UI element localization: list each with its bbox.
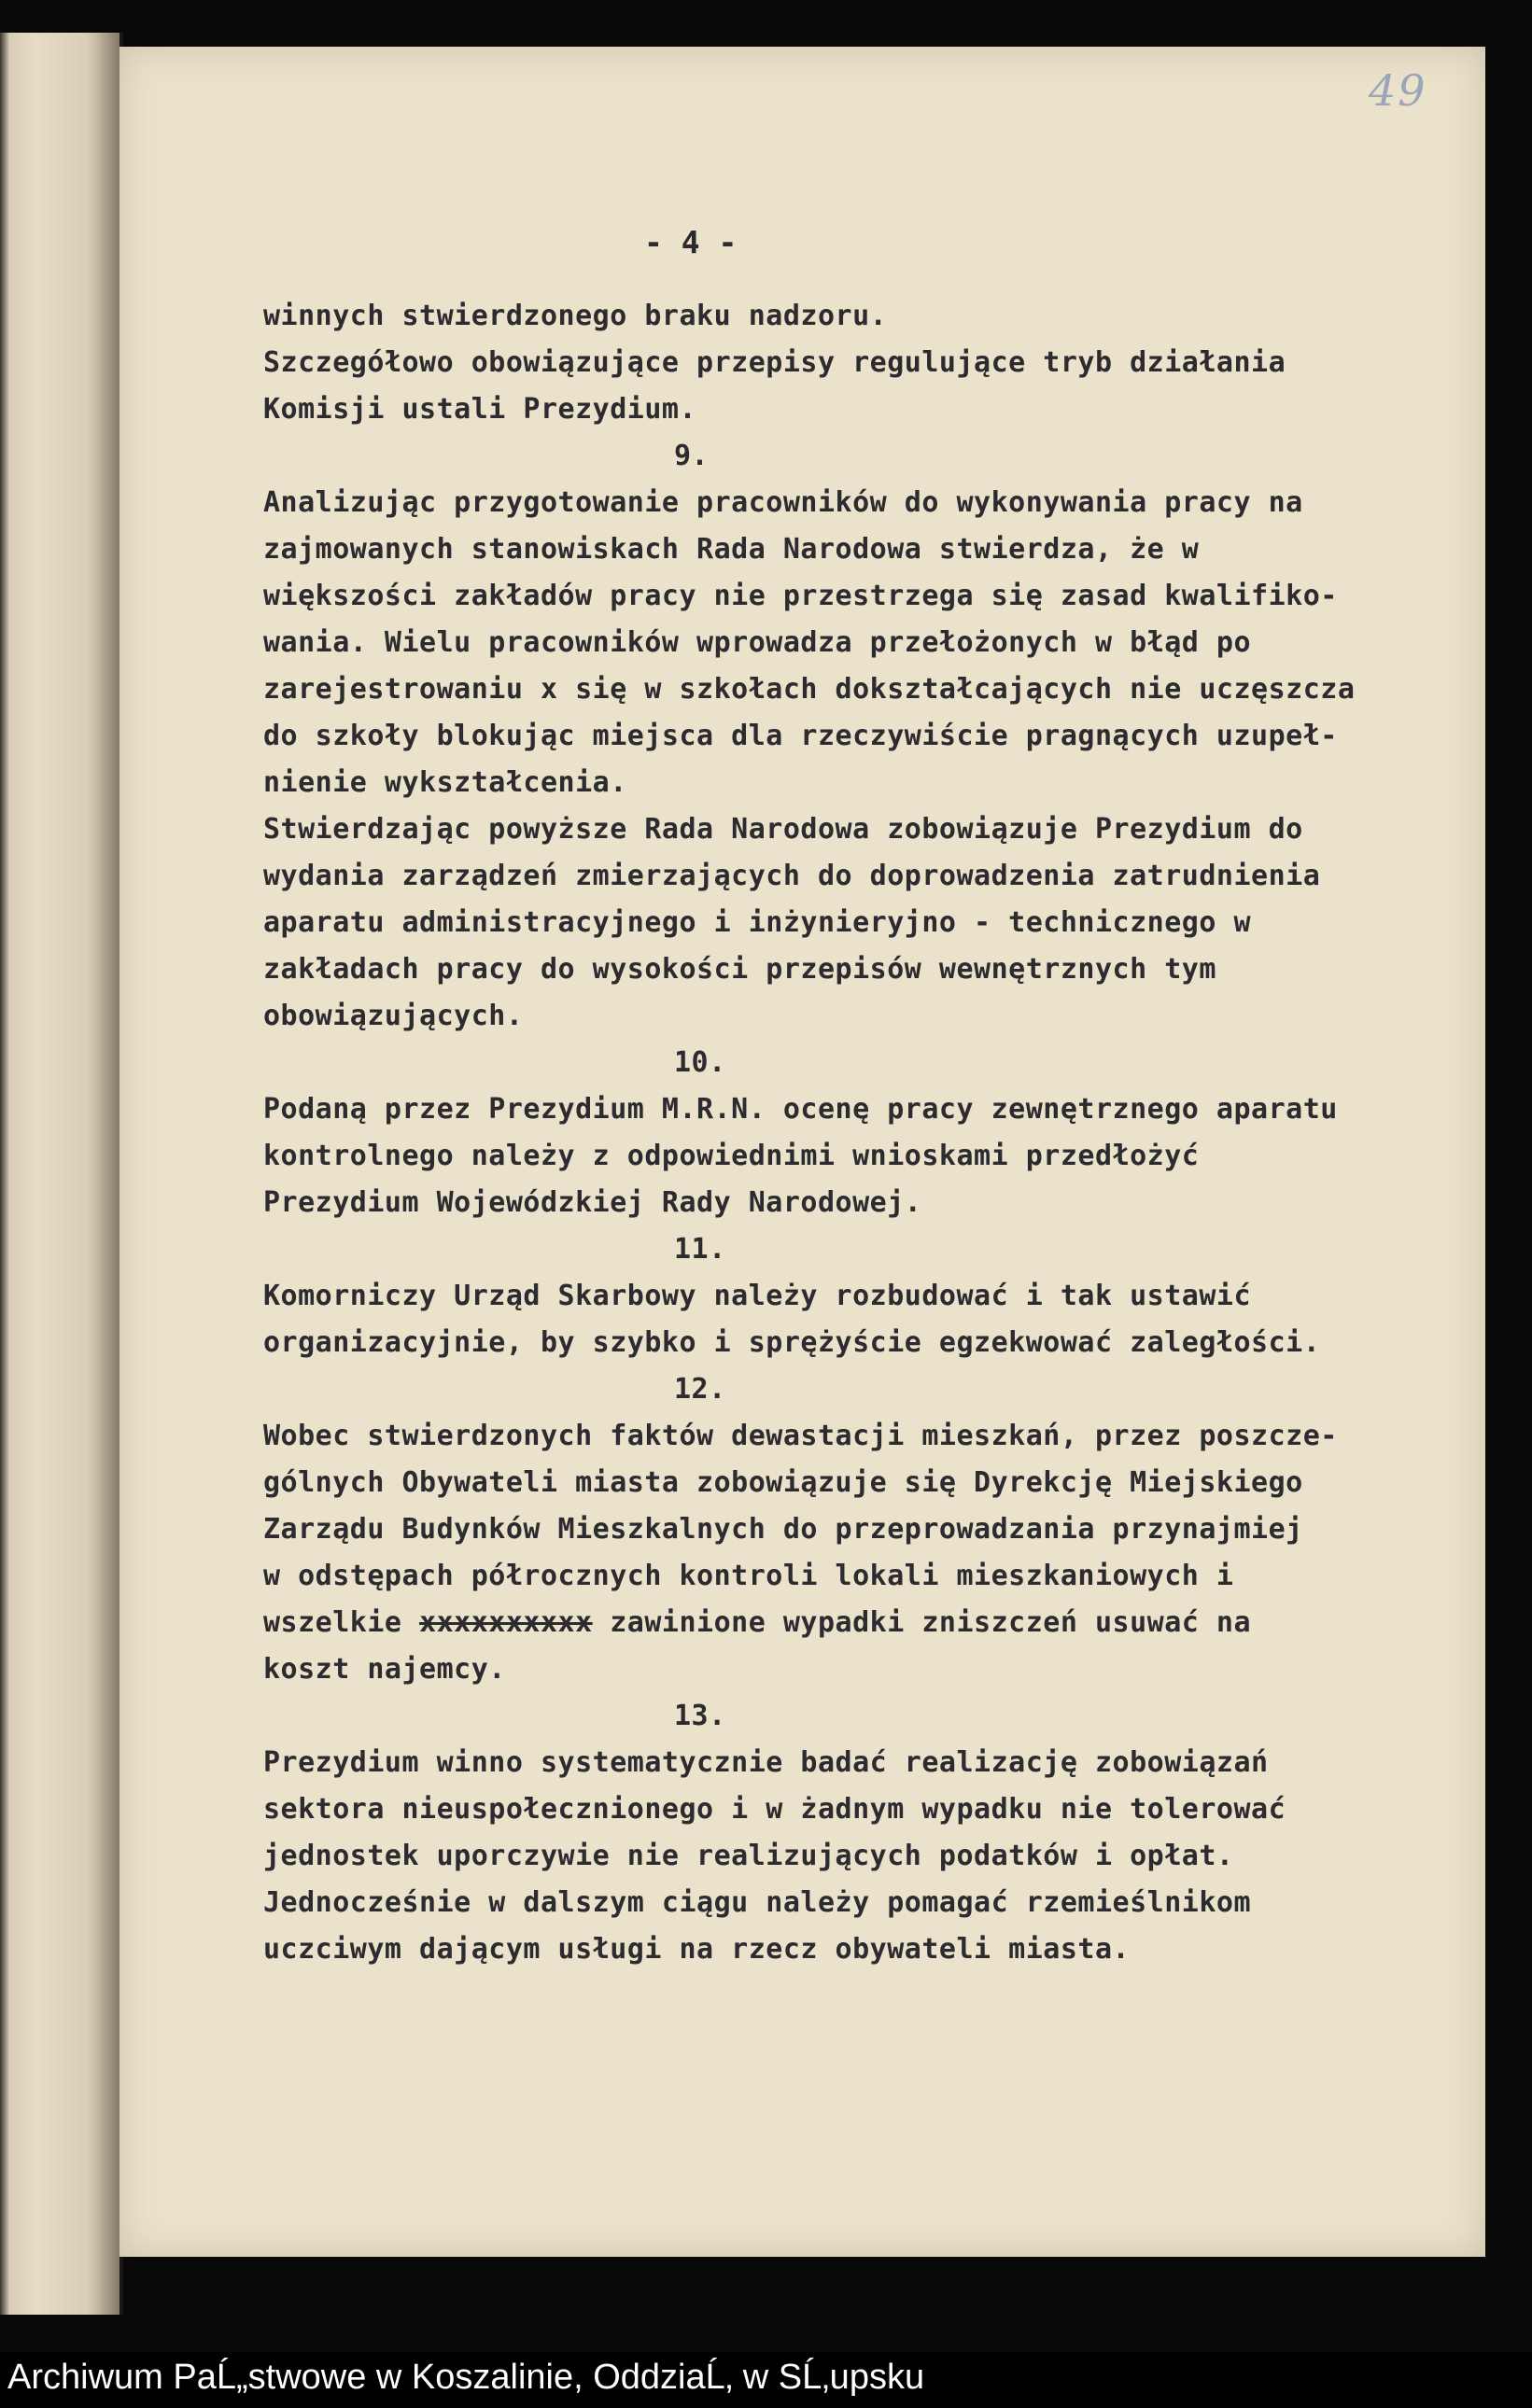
text-line: Komorniczy Urząd Skarbowy należy rozbudować i tak ustawić: [263, 1280, 1252, 1312]
text-line: koszt najemcy.: [263, 1653, 506, 1686]
text-line: wydania zarządzeń zmierzających do doprowadzenia zatrudnienia: [263, 860, 1321, 892]
text-line: Prezydium winno systematycznie badać realizację zobowiązań: [263, 1746, 1269, 1779]
text-line: zarejestrowaniu x się w szkołach dokształcających nie uczęszcza: [263, 673, 1356, 706]
document-body: [263, 293, 1496, 1973]
text-line: obowiązujących.: [263, 1000, 524, 1032]
text-line: Wobec stwierdzonych faktów dewastacji mieszkań, przez poszcze-: [263, 1420, 1338, 1452]
text-line: jednostek uporczywie nie realizujących podatków i opłat.: [263, 1840, 1234, 1872]
section-number: 9.: [674, 440, 710, 472]
text-line: gólnych Obywateli miasta zobowiązuje się Dyrekcję Miejskiego: [263, 1466, 1303, 1499]
section-number: 12.: [674, 1373, 726, 1406]
struck-out-text: xxxxxxxxxx: [419, 1606, 593, 1639]
text-fragment: wszelkie: [263, 1606, 402, 1639]
text-line: aparatu administracyjnego i inżynieryjno - technicznego w: [263, 906, 1252, 939]
text-line: Komisji ustali Prezydium.: [263, 393, 697, 426]
text-line: Stwierdzając powyższe Rada Narodowa zobowiązuje Prezydium do: [263, 813, 1303, 846]
text-line: większości zakładów pracy nie przestrzega się zasad kwalifiko-: [263, 580, 1338, 612]
text-line: Szczegółowo obowiązujące przepisy regulujące tryb działania: [263, 346, 1286, 379]
text-line: zakładach pracy do wysokości przepisów wewnętrznych tym: [263, 953, 1216, 986]
archive-caption: Archiwum PaĹ„stwowe w Koszalinie, OddziaĹ‚ w SĹ‚upsku: [7, 2358, 925, 2397]
text-line: organizacyjnie, by szybko i sprężyście egzekwować zaległości.: [263, 1326, 1321, 1359]
text-line: Analizując przygotowanie pracowników do wykonywania pracy na: [263, 486, 1303, 519]
binding-shadow: [86, 33, 123, 2315]
text-line: w odstępach półrocznych kontroli lokali mieszkaniowych i: [263, 1560, 1234, 1592]
text-line: zajmowanych stanowiskach Rada Narodowa stwierdza, że w: [263, 533, 1200, 566]
text-line: kontrolnego należy z odpowiednimi wnioskami przedłożyć: [263, 1140, 1200, 1172]
text-fragment: zawinione wypadki zniszczeń usuwać na: [610, 1606, 1252, 1639]
section-number: 11.: [674, 1233, 726, 1266]
page-number: - 4 -: [644, 224, 738, 260]
text-line: nienie wykształcenia.: [263, 766, 627, 799]
text-line: winnych stwierdzonego braku nadzoru.: [263, 300, 888, 332]
text-line: uczciwym dającym usługi na rzecz obywateli miasta.: [263, 1933, 1131, 1966]
text-line: Podaną przez Prezydium M.R.N. ocenę pracy zewnętrznego aparatu: [263, 1093, 1338, 1126]
text-line-with-strikeout: [263, 1600, 1496, 1646]
text-line: sektora nieuspołecznionego i w żadnym wypadku nie tolerować: [263, 1793, 1286, 1826]
text-line: Prezydium Wojewódzkiej Rady Narodowej.: [263, 1186, 922, 1219]
text-line: wania. Wielu pracowników wprowadza przełożonych w błąd po: [263, 626, 1252, 659]
archive-caption-bar: [0, 2352, 1532, 2408]
text-line: Jednocześnie w dalszym ciągu należy pomagać rzemieślnikom: [263, 1886, 1252, 1919]
handwritten-page-mark: 49: [1369, 65, 1427, 116]
text-line: do szkoły blokując miejsca dla rzeczywiście pragnących uzupeł-: [263, 720, 1338, 752]
text-line: Zarządu Budynków Mieszkalnych do przeprowadzania przynajmiej: [263, 1513, 1303, 1546]
section-number: 10.: [674, 1046, 726, 1079]
section-number: 13.: [674, 1700, 726, 1732]
